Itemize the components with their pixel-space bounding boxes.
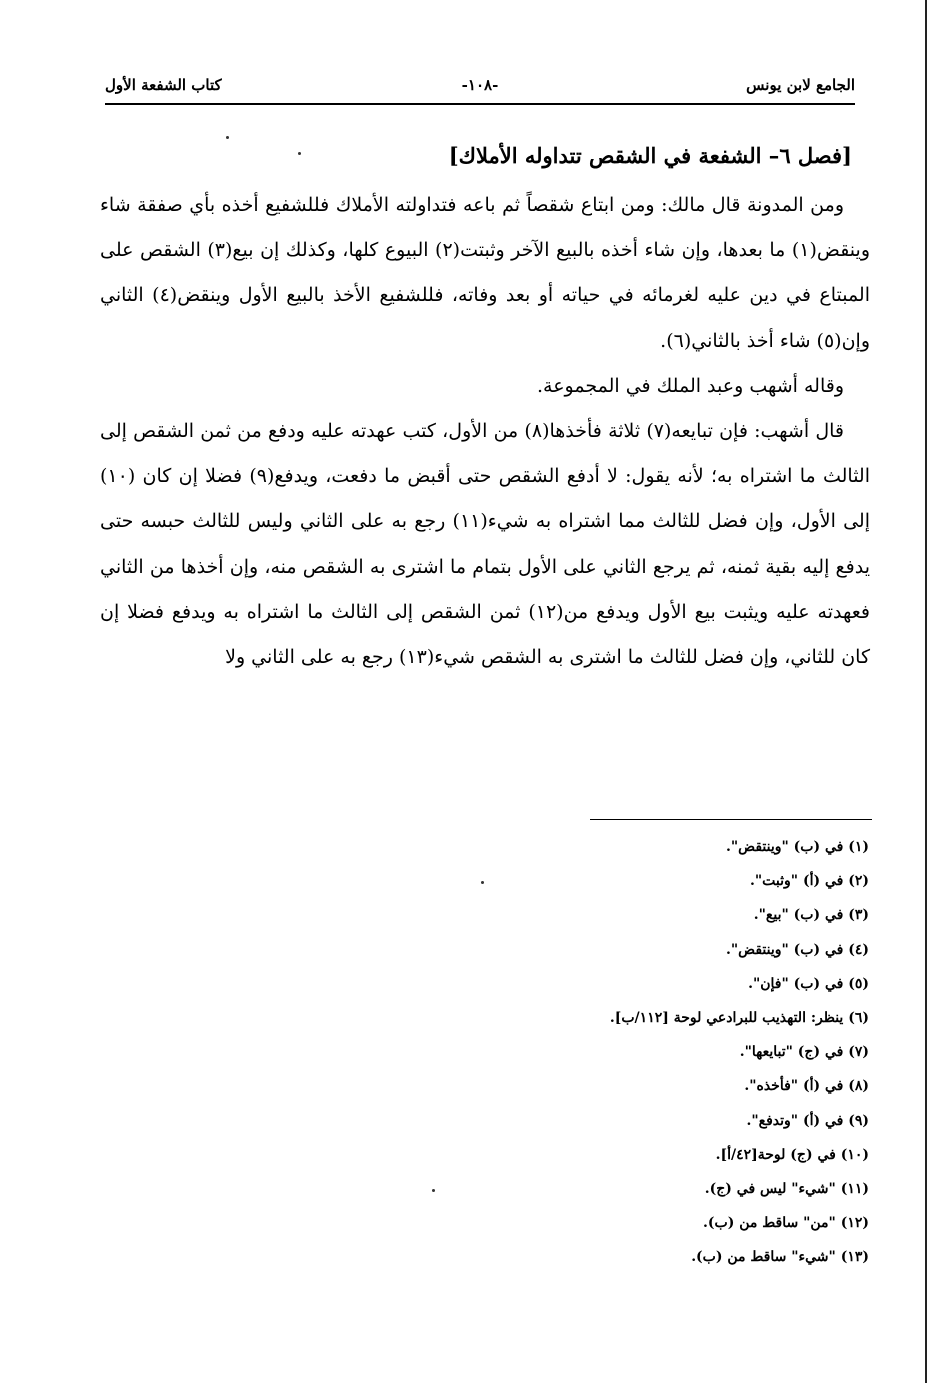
footnotes-list bbox=[610, 830, 869, 1275]
scan-speck bbox=[298, 152, 301, 155]
footnote: (٥) في (ب) "فإن". bbox=[748, 975, 869, 992]
footnote: (١) في (ب) "وينتقض". bbox=[726, 839, 869, 855]
paragraph: وقاله أشهب وعبد الملك في المجموعة. bbox=[536, 374, 844, 397]
scan-speck bbox=[481, 881, 484, 884]
header-rule bbox=[105, 103, 855, 105]
header-chapter-title: كتاب الشفعة الأول bbox=[105, 76, 222, 94]
section-heading: [فصل ٦– الشفعة في الشقص تتداوله الأملاك] bbox=[448, 143, 852, 168]
page-number: -١٠٨- bbox=[461, 76, 499, 94]
page-edge-line bbox=[925, 0, 927, 1383]
footnote: (١٣) "شيء" ساقط من (ب). bbox=[691, 1249, 869, 1266]
footnote: (١٢) "من" ساقط من (ب). bbox=[703, 1215, 869, 1232]
footnote: (٣) في (ب) "بيع". bbox=[753, 907, 869, 924]
footnote: (١١) "شيء" ليس في (ج). bbox=[704, 1181, 869, 1198]
paragraph: قال أشهب: فإن تبايعه(٧) ثلاثة فأخذها(٨) من الأول، كتب عهدته عليه ودفع من ثمن الشقص إلى الثالث ما اشتراه به؛ لأنه يقول: لا أدفع الشقص حتى أقبض ما دفعت، ويدفع(٩) فضلا إن كان (١٠) إلى الأول، وإن فضل للثالث مما اشتراه به شيء(١١) رجع به على الثاني وليس للثالث حبسه حتى يدفع إليه بقية ثمنه، ثم يرجع الثاني على الأول بتمام ما اشترى به الشقص منه، وإن أخذها من الثاني فعهدته عليه ويثبت بيع الأول ويدفع من(١٢) ثمن الشقص إلى الثالث ما اشتراه به ويدفع فضلا إن كان للثاني، وإن فضل للثالث ما اشترى به الشقص شيء(١٣) رجع به على الثاني ولا bbox=[100, 420, 871, 669]
footnote: (٧) في (ج) "تبايعها". bbox=[739, 1044, 869, 1061]
footnote: (٦) ينظر: التهذيب للبرادعي لوحة [١١٢/ب]. bbox=[609, 1010, 869, 1027]
footnote: (١٠) في (ج) لوحة[٤٢/أ]. bbox=[715, 1146, 869, 1163]
footnote: (٢) في (أ) "وثبت". bbox=[750, 873, 869, 890]
paragraph: ومن المدونة قال مالك: ومن ابتاع شقصاً ثم باعه فتداولته الأملاك فللشفيع أخذه بأي صفقة شاء وينقض(١) ما بعدها، وإن شاء أخذه بالبيع الآخر وثبتت(٢) البيوع كلها، وكذلك إن بيع(٣) الشقص على المبتاع في دين عليه لغرمائه في حياته أو بعد وفاته، فللشفيع الأخذ بالبيع الأول وينقض(٤) الثاني وإن(٥) شاء أخذ بالثاني(٦). bbox=[100, 194, 870, 352]
footnote-rule bbox=[590, 819, 872, 820]
footnote: (٤) في (ب) "وينتقض". bbox=[726, 941, 869, 958]
footnote: (٨) في (أ) "فأخذه". bbox=[744, 1078, 869, 1095]
scan-speck bbox=[226, 136, 229, 139]
scan-speck bbox=[432, 1189, 435, 1192]
body-text bbox=[100, 183, 870, 680]
footnote: (٩) في (أ) "وتدفع". bbox=[746, 1112, 869, 1129]
header-book-title: الجامع لابن يونس bbox=[746, 76, 855, 94]
running-header bbox=[105, 76, 855, 102]
